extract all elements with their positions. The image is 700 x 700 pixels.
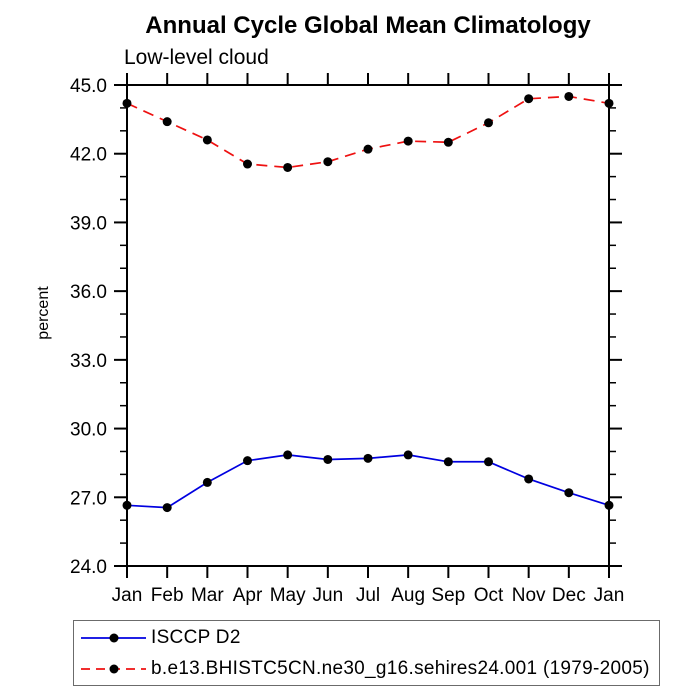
- y-tick-label: 36.0: [70, 282, 107, 304]
- data-point-marker: [364, 454, 373, 463]
- legend-sample-marker: [110, 664, 119, 673]
- data-point-marker: [163, 117, 172, 126]
- data-point-marker: [364, 145, 373, 154]
- data-point-marker: [444, 457, 453, 466]
- x-tick-label: Aug: [391, 585, 426, 606]
- plot-frame: [127, 85, 609, 566]
- x-tick-label: Oct: [473, 585, 504, 606]
- y-tick-label: 45.0: [70, 76, 107, 97]
- data-point-marker: [444, 138, 453, 147]
- data-point-marker: [404, 450, 413, 459]
- data-point-marker: [163, 503, 172, 512]
- x-tick-label: Nov: [511, 585, 546, 606]
- legend-label: b.e13.BHISTC5CN.ne30_g16.sehires24.001 (1979-2005): [151, 657, 650, 679]
- data-point-marker: [283, 450, 292, 459]
- x-tick-label: Feb: [150, 585, 184, 606]
- data-point-marker: [243, 456, 252, 465]
- y-tick-label: 24.0: [70, 557, 107, 578]
- data-point-marker: [203, 135, 212, 144]
- legend-line-sample-dashed-red: [79, 661, 148, 677]
- y-tick-label: 30.0: [70, 419, 107, 441]
- data-point-marker: [564, 488, 573, 497]
- x-tick-label: Mar: [190, 585, 224, 606]
- chart-subtitle: Low-level cloud: [124, 46, 269, 69]
- data-point-marker: [123, 99, 132, 108]
- data-point-marker: [484, 118, 493, 127]
- y-tick-label: 33.0: [70, 350, 107, 372]
- legend-label: ISCCP D2: [151, 626, 241, 648]
- legend-item-model: [74, 653, 659, 684]
- legend-line-sample-solid-blue: [79, 630, 148, 646]
- data-point-marker: [203, 478, 212, 487]
- x-tick-label: Jun: [312, 585, 344, 606]
- y-tick-label: 39.0: [70, 213, 107, 235]
- data-point-marker: [323, 157, 332, 166]
- data-point-marker: [564, 92, 573, 101]
- data-point-marker: [484, 457, 493, 466]
- data-point-marker: [323, 455, 332, 464]
- y-tick-label: 27.0: [70, 488, 107, 510]
- data-point-marker: [524, 474, 533, 483]
- data-point-marker: [524, 94, 533, 103]
- x-tick-label: Jan: [111, 585, 143, 606]
- data-point-marker: [283, 163, 292, 172]
- series-line-1: [127, 96, 609, 167]
- x-tick-label: Apr: [232, 585, 263, 606]
- x-tick-label: Jan: [593, 585, 625, 606]
- data-point-marker: [605, 501, 614, 510]
- chart-title: Annual Cycle Global Mean Climatology: [145, 12, 591, 39]
- x-tick-label: Sep: [431, 585, 466, 606]
- x-tick-label: May: [269, 585, 306, 606]
- x-tick-label: Jul: [355, 585, 381, 606]
- x-tick-label: Dec: [551, 585, 586, 606]
- data-point-marker: [404, 137, 413, 146]
- legend-item-isccp: [74, 622, 659, 653]
- y-tick-label: 42.0: [70, 144, 107, 166]
- legend-sample-marker: [110, 633, 119, 642]
- data-point-marker: [243, 160, 252, 169]
- y-axis-label: percent: [35, 286, 52, 340]
- legend: [73, 620, 660, 686]
- data-point-marker: [605, 99, 614, 108]
- data-point-marker: [123, 501, 132, 510]
